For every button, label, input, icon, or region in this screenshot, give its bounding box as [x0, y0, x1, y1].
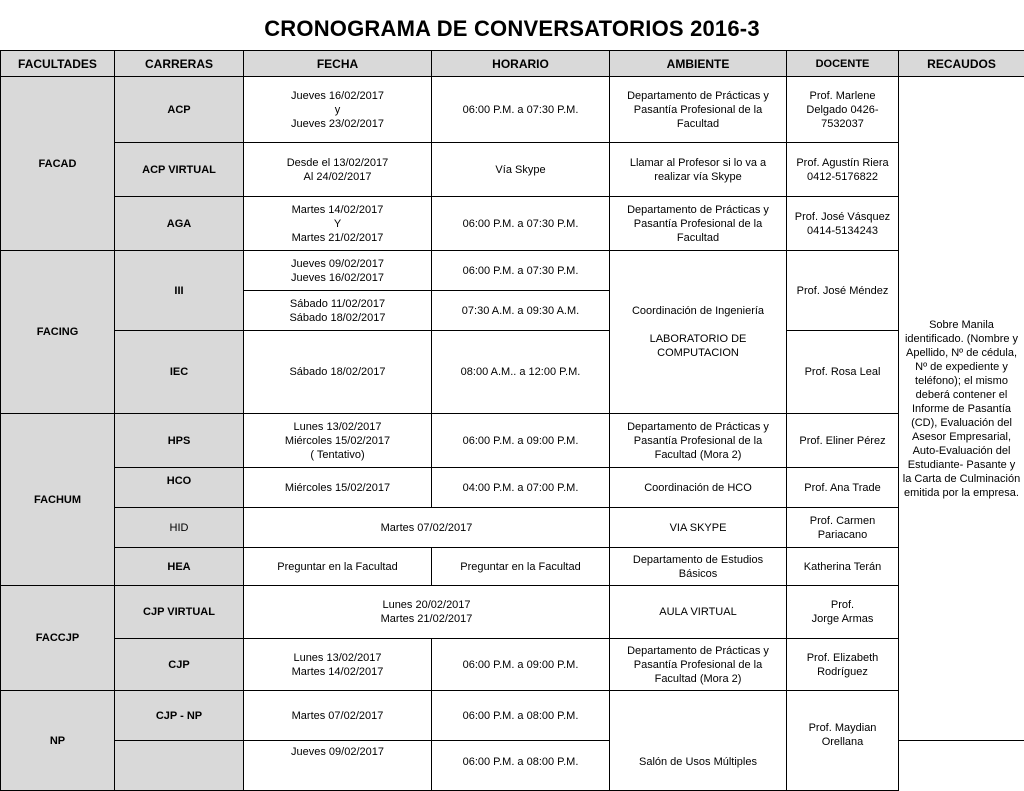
ambiente-cell: Departamento de Prácticas y Pasantía Profesional de la Facultad (Mora 2)	[610, 639, 787, 691]
horario-cell: 04:00 P.M. a 07:00 P.M.	[432, 468, 610, 508]
ambiente-cell: Llamar al Profesor si lo va a realizar vía Skype	[610, 143, 787, 197]
horario-cell: Vía Skype	[432, 143, 610, 197]
carrera-cell: ACP VIRTUAL	[115, 143, 244, 197]
ambiente-cell: AULA VIRTUAL	[610, 586, 787, 639]
docente-cell: Prof. Ana Trade	[787, 468, 899, 508]
facultad-cell: NP	[1, 691, 115, 791]
header-row	[1, 51, 1024, 77]
schedule-table	[0, 50, 1024, 791]
fecha-cell: Martes 07/02/2017	[244, 691, 432, 741]
horario-cell: 06:00 P.M. a 07:30 P.M.	[432, 77, 610, 143]
header-fecha: FECHA	[244, 51, 432, 77]
horario-cell: 06:00 P.M. a 09:00 P.M.	[432, 639, 610, 691]
ambiente-cell: Departamento de Prácticas y Pasantía Profesional de la Facultad	[610, 77, 787, 143]
horario-cell: 06:00 P.M. a 09:00 P.M.	[432, 414, 610, 468]
header-carreras: CARRERAS	[115, 51, 244, 77]
recaudos-cell: Sobre Manila identificado. (Nombre y Apellido, Nº de cédula, Nº de expediente y teléfono); el mismo deberá contener el Informe de Pasantía (CD), Evaluación del Asesor Empresarial, Auto-Evaluación del Estudiante- Pasante y la Carta de Culminación emitida por la empresa.	[899, 77, 1024, 741]
header-facultades: FACULTADES	[1, 51, 115, 77]
horario-cell: 07:30 A.M. a 09:30 A.M.	[432, 291, 610, 331]
carrera-cell: CJP - NP	[115, 691, 244, 741]
horario-cell: 06:00 P.M. a 07:30 P.M.	[432, 197, 610, 251]
docente-cell: Prof. Jorge Armas	[787, 586, 899, 639]
fecha-cell: Jueves 09/02/2017	[244, 741, 432, 791]
horario-cell: 06:00 P.M. a 08:00 P.M.	[432, 741, 610, 791]
ambiente-cell: Coordinación de Ingeniería LABORATORIO DE COMPUTACION	[610, 251, 787, 414]
fecha-cell: Jueves 16/02/2017 y Jueves 23/02/2017	[244, 77, 432, 143]
carrera-cell: III	[115, 251, 244, 331]
table-row	[1, 143, 1024, 197]
header-recaudos: RECAUDOS	[899, 51, 1024, 77]
carrera-cell: AGA	[115, 197, 244, 251]
horario-cell: 06:00 P.M. a 07:30 P.M.	[432, 251, 610, 291]
table-row	[1, 197, 1024, 251]
table-row	[1, 691, 1024, 741]
carrera-cell: HPS	[115, 414, 244, 468]
carrera-cell: CJP VIRTUAL	[115, 586, 244, 639]
horario-cell: Preguntar en la Facultad	[432, 548, 610, 586]
table-row	[1, 414, 1024, 468]
horario-cell: 06:00 P.M. a 08:00 P.M.	[432, 691, 610, 741]
docente-cell: Prof. José Vásquez 0414-5134243	[787, 197, 899, 251]
fecha-cell: Preguntar en la Facultad	[244, 548, 432, 586]
table-row	[1, 586, 1024, 639]
fecha-cell: Lunes 13/02/2017 Martes 14/02/2017	[244, 639, 432, 691]
page-title: CRONOGRAMA DE CONVERSATORIOS 2016-3	[0, 16, 1024, 42]
docente-cell: Prof. Agustín Riera 0412-5176822	[787, 143, 899, 197]
docente-cell: Prof. Elizabeth Rodríguez	[787, 639, 899, 691]
docente-cell: Prof. Rosa Leal	[787, 331, 899, 414]
facultad-cell: FACING	[1, 251, 115, 414]
ambiente-cell: Departamento de Estudios Básicos	[610, 548, 787, 586]
horario-cell: 08:00 A.M.. a 12:00 P.M.	[432, 331, 610, 414]
carrera-cell: HEA	[115, 548, 244, 586]
docente-cell: Prof. José Méndez	[787, 251, 899, 331]
ambiente-cell: Departamento de Prácticas y Pasantía Profesional de la Facultad (Mora 2)	[610, 414, 787, 468]
docente-cell: Prof. Marlene Delgado 0426-7532037	[787, 77, 899, 143]
fecha-cell: Sábado 18/02/2017	[244, 331, 432, 414]
fecha-cell: Miércoles 15/02/2017	[244, 468, 432, 508]
fecha-cell: Lunes 20/02/2017 Martes 21/02/2017	[244, 586, 610, 639]
carrera-cell	[115, 741, 244, 791]
fecha-cell: Lunes 13/02/2017 Miércoles 15/02/2017 ( Tentativo)	[244, 414, 432, 468]
header-horario: HORARIO	[432, 51, 610, 77]
fecha-cell: Martes 07/02/2017	[244, 508, 610, 548]
facultad-cell: FACCJP	[1, 586, 115, 691]
ambiente-cell: Coordinación de HCO	[610, 468, 787, 508]
table-row	[1, 468, 1024, 508]
docente-cell: Prof. Carmen Pariacano	[787, 508, 899, 548]
docente-cell: Katherina Terán	[787, 548, 899, 586]
ambiente-cell: Salón de Usos Múltiples	[610, 691, 787, 791]
fecha-cell: Jueves 09/02/2017 Jueves 16/02/2017	[244, 251, 432, 291]
table-row	[1, 508, 1024, 548]
header-docente: DOCENTE	[787, 51, 899, 77]
table-row	[1, 251, 1024, 291]
header-ambiente: AMBIENTE	[610, 51, 787, 77]
fecha-cell: Martes 14/02/2017 Y Martes 21/02/2017	[244, 197, 432, 251]
fecha-cell: Sábado 11/02/2017 Sábado 18/02/2017	[244, 291, 432, 331]
facultad-cell: FACAD	[1, 77, 115, 251]
docente-cell: Prof. Maydian Orellana	[787, 691, 899, 791]
ambiente-cell: Departamento de Prácticas y Pasantía Profesional de la Facultad	[610, 197, 787, 251]
table-row	[1, 77, 1024, 143]
docente-cell: Prof. Eliner Pérez	[787, 414, 899, 468]
table-row	[1, 331, 1024, 414]
carrera-cell: IEC	[115, 331, 244, 414]
ambiente-cell: VIA SKYPE	[610, 508, 787, 548]
carrera-cell: HCO	[115, 468, 244, 508]
table-row	[1, 639, 1024, 691]
carrera-cell: HID	[115, 508, 244, 548]
table-row	[1, 548, 1024, 586]
fecha-cell: Desde el 13/02/2017 Al 24/02/2017	[244, 143, 432, 197]
carrera-cell: CJP	[115, 639, 244, 691]
facultad-cell: FACHUM	[1, 414, 115, 586]
carrera-cell: ACP	[115, 77, 244, 143]
